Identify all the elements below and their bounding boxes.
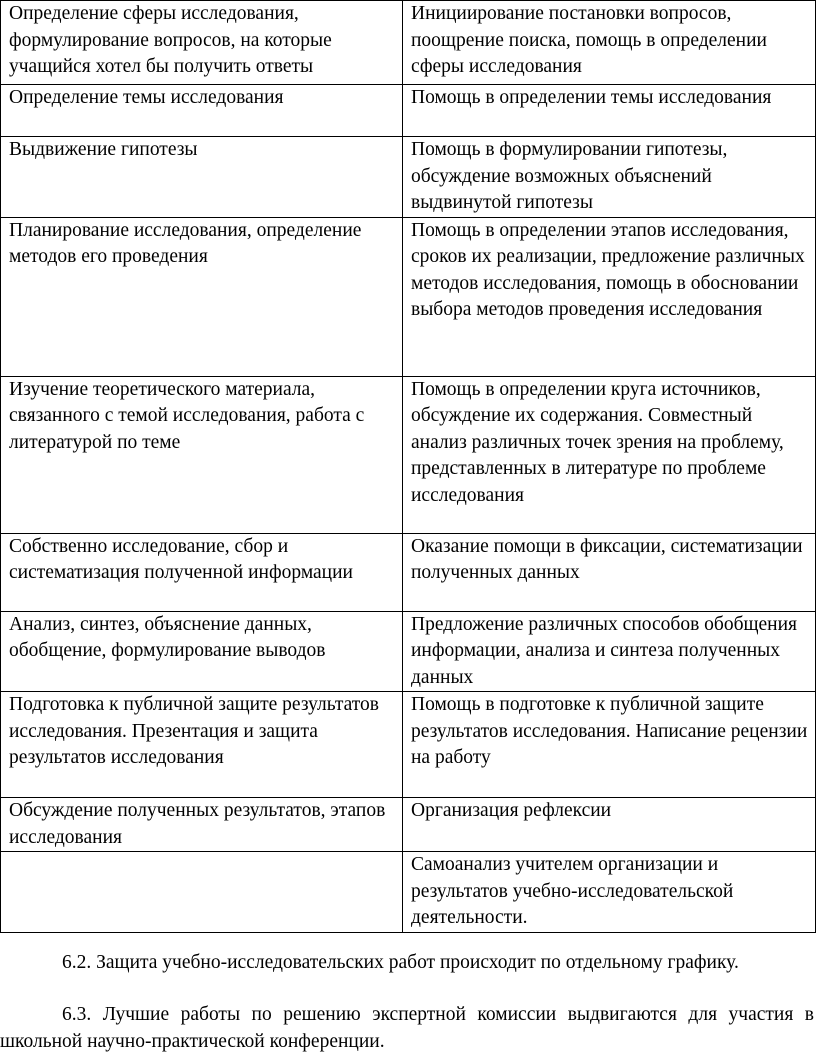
table-row — [1, 85, 816, 137]
student-cell: Определение сферы исследования, формулирование вопросов, на которые учащийся хотел бы получить ответы — [1, 1, 403, 85]
paragraph-6-3: 6.3. Лучшие работы по решению экспертной комиссии выдвигаются для участия в школьной научно-практической конференции. — [0, 1004, 814, 1052]
table-row — [1, 217, 816, 376]
table-row — [1, 137, 816, 218]
student-cell: Определение темы исследования — [1, 85, 403, 137]
teacher-cell: Помощь в определении этапов исследования, сроков их реализации, предложение различных методов исследования, помощь в обосновании выбора методов проведения исследования — [403, 217, 816, 376]
student-cell: Собственно исследование, сбор и систематизация полученной информации — [1, 533, 403, 611]
teacher-cell: Оказание помощи в фиксации, систематизации полученных данных — [403, 533, 816, 611]
table-row — [1, 692, 816, 798]
teacher-cell: Самоанализ учителем организации и результатов учебно-исследовательской деятельности. — [403, 852, 816, 933]
teacher-cell: Помощь в определении круга источников, обсуждение их содержания. Совместный анализ различных точек зрения на проблему, представленных в литературе по проблеме исследования — [403, 376, 816, 533]
table-row — [1, 852, 816, 933]
teacher-cell: Помощь в формулировании гипотезы, обсуждение возможных объяснений выдвинутой гипотезы — [403, 137, 816, 218]
teacher-cell: Помощь в определении темы исследования — [403, 85, 816, 137]
student-cell: Изучение теоретического материала, связанного с темой исследования, работа с литературой по теме — [1, 376, 403, 533]
table-row — [1, 611, 816, 692]
student-cell: Планирование исследования, определение методов его проведения — [1, 217, 403, 376]
table-row — [1, 533, 816, 611]
student-cell — [1, 852, 403, 933]
teacher-cell: Помощь в подготовке к публичной защите результатов исследования. Написание рецензии на работу — [403, 692, 816, 798]
table-row — [1, 1, 816, 85]
paragraph-6-2: 6.2. Защита учебно-исследовательских работ происходит по отдельному графику. — [62, 952, 739, 973]
teacher-cell: Предложение различных способов обобщения информации, анализа и синтеза полученных данных — [403, 611, 816, 692]
student-cell: Подготовка к публичной защите результатов исследования. Презентация и защита результатов исследования — [1, 692, 403, 798]
teacher-cell: Инициирование постановки вопросов, поощрение поиска, помощь в определении сферы исследования — [403, 1, 816, 85]
student-cell: Выдвижение гипотезы — [1, 137, 403, 218]
table-row — [1, 798, 816, 852]
table-row — [1, 376, 816, 533]
student-cell: Анализ, синтез, объяснение данных, обобщение, формулирование выводов — [1, 611, 403, 692]
teacher-cell: Организация рефлексии — [403, 798, 816, 852]
student-cell: Обсуждение полученных результатов, этапов исследования — [1, 798, 403, 852]
